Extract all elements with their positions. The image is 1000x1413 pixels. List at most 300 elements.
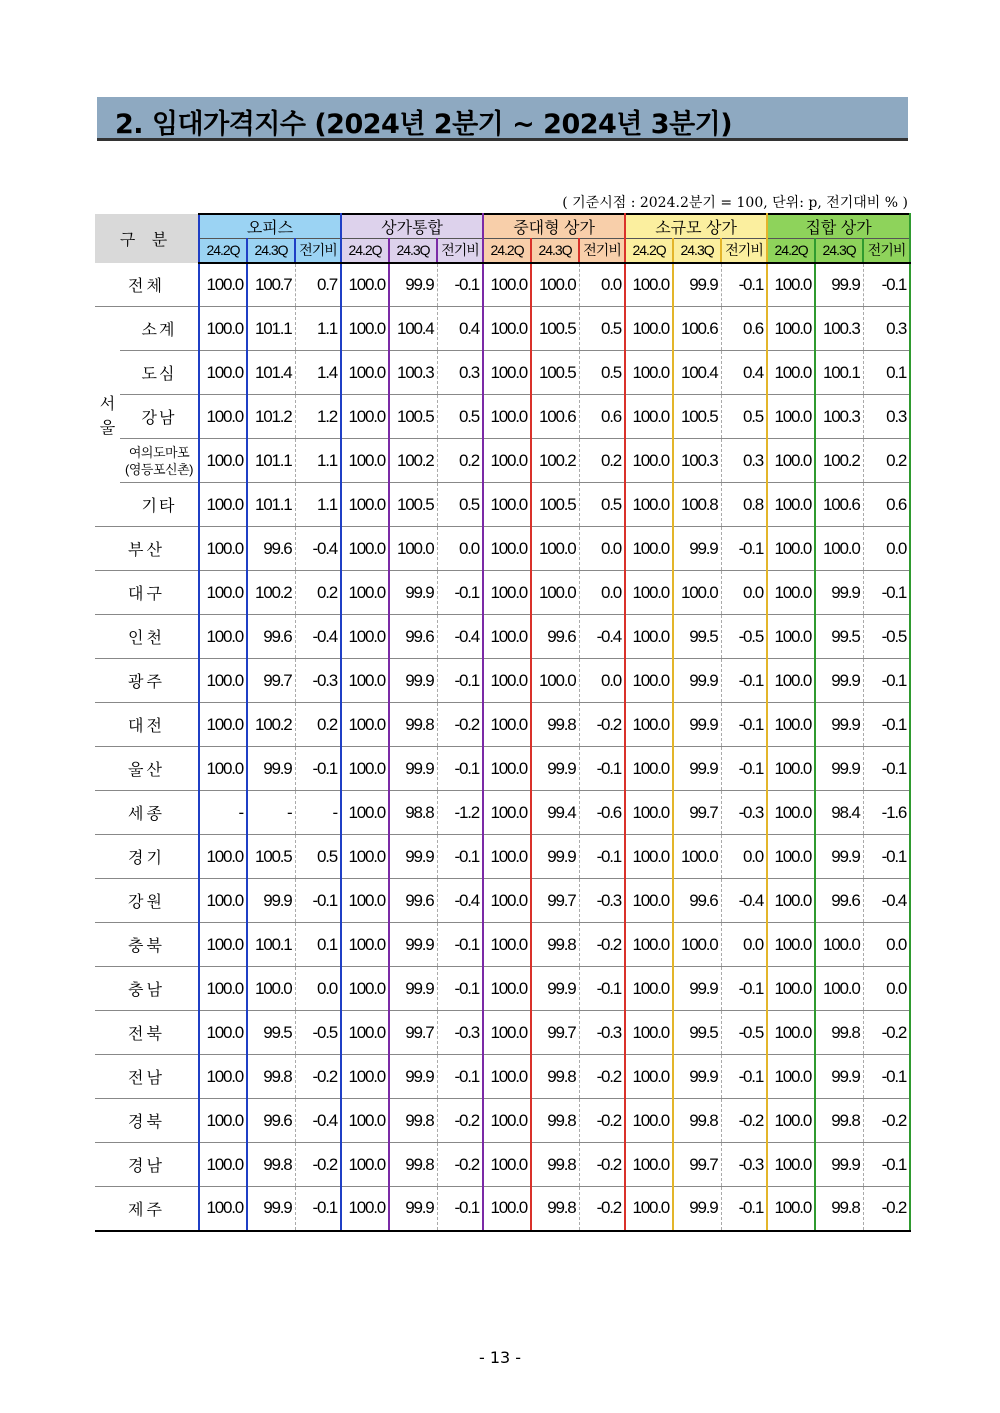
data-cell: 101.1: [247, 483, 295, 527]
data-cell: 100.0: [625, 1055, 673, 1099]
data-cell: 100.0: [341, 263, 389, 307]
data-cell: 0.5: [721, 395, 767, 439]
data-cell: 100.0: [341, 791, 389, 835]
table-row: [95, 1055, 910, 1099]
data-cell: 100.0: [767, 1099, 815, 1143]
data-cell: 100.0: [199, 527, 247, 571]
data-cell: 100.0: [483, 571, 531, 615]
subcol-header: 24.3Q: [673, 239, 721, 263]
subcol-header: 24.3Q: [531, 239, 579, 263]
data-cell: 100.0: [625, 747, 673, 791]
data-cell: 0.2: [579, 439, 625, 483]
data-cell: 100.0: [625, 307, 673, 351]
data-cell: 99.9: [815, 835, 863, 879]
data-cell: 100.6: [815, 483, 863, 527]
data-cell: 100.0: [341, 439, 389, 483]
data-cell: 99.6: [247, 1099, 295, 1143]
data-cell: 0.2: [437, 439, 483, 483]
data-cell: 100.0: [767, 439, 815, 483]
table-row: [95, 747, 910, 791]
data-cell: 100.0: [483, 791, 531, 835]
data-cell: 100.0: [767, 967, 815, 1011]
data-cell: -0.3: [721, 791, 767, 835]
data-cell: 0.5: [295, 835, 341, 879]
data-cell: 99.8: [389, 703, 437, 747]
data-cell: 99.9: [247, 1187, 295, 1231]
data-cell: 100.0: [247, 967, 295, 1011]
data-cell: 100.0: [531, 659, 579, 703]
data-cell: 99.9: [531, 747, 579, 791]
data-cell: 100.0: [483, 615, 531, 659]
data-cell: 100.5: [531, 483, 579, 527]
data-cell: 100.3: [815, 395, 863, 439]
data-cell: 99.9: [389, 571, 437, 615]
data-cell: -0.4: [863, 879, 910, 923]
data-cell: 100.2: [247, 703, 295, 747]
data-cell: 100.0: [341, 1055, 389, 1099]
data-cell: 100.0: [815, 923, 863, 967]
data-cell: -0.1: [721, 1187, 767, 1231]
table-row: [95, 791, 910, 835]
seoul-sub-label: 소계: [120, 307, 199, 351]
data-cell: -0.1: [721, 263, 767, 307]
data-cell: 0.0: [863, 527, 910, 571]
data-cell: 100.0: [767, 1011, 815, 1055]
data-cell: 100.0: [341, 483, 389, 527]
data-cell: 99.9: [815, 1143, 863, 1187]
data-cell: -0.2: [295, 1143, 341, 1187]
table-row: [95, 703, 910, 747]
row-label: 울산: [95, 747, 199, 791]
table-row: [95, 615, 910, 659]
data-cell: 100.5: [531, 307, 579, 351]
data-cell: 100.0: [767, 703, 815, 747]
data-cell: 99.6: [247, 527, 295, 571]
seoul-sub-label: 기타: [120, 483, 199, 527]
row-label: 광주: [95, 659, 199, 703]
data-cell: 100.0: [341, 835, 389, 879]
table-row: [95, 923, 910, 967]
data-cell: -0.2: [579, 1187, 625, 1231]
data-cell: 0.5: [579, 351, 625, 395]
data-cell: 100.0: [767, 351, 815, 395]
data-cell: -0.2: [579, 1099, 625, 1143]
table-row: [95, 835, 910, 879]
data-cell: 99.9: [389, 263, 437, 307]
page-number: - 13 -: [478, 1348, 522, 1367]
data-cell: 100.0: [199, 1011, 247, 1055]
data-cell: 0.0: [721, 923, 767, 967]
data-cell: 100.0: [625, 571, 673, 615]
data-cell: 99.5: [673, 1011, 721, 1055]
subcol-header: 24.2Q: [767, 239, 815, 263]
data-cell: 99.8: [531, 1143, 579, 1187]
data-cell: -0.2: [863, 1099, 910, 1143]
data-cell: -0.1: [863, 659, 910, 703]
data-cell: 1.2: [295, 395, 341, 439]
data-cell: 0.0: [579, 527, 625, 571]
data-cell: 100.5: [247, 835, 295, 879]
data-cell: -0.1: [295, 747, 341, 791]
data-cell: -0.5: [295, 1011, 341, 1055]
data-cell: 100.0: [767, 263, 815, 307]
data-cell: 100.0: [531, 571, 579, 615]
data-cell: 99.6: [815, 879, 863, 923]
data-cell: 99.8: [531, 1187, 579, 1231]
data-cell: 100.0: [625, 263, 673, 307]
data-cell: 0.0: [437, 527, 483, 571]
data-cell: -0.1: [863, 703, 910, 747]
data-cell: 100.0: [767, 395, 815, 439]
data-cell: 99.6: [673, 879, 721, 923]
subcol-header: 전기비: [295, 239, 341, 263]
data-cell: 1.1: [295, 483, 341, 527]
data-cell: 100.4: [673, 351, 721, 395]
data-cell: -0.5: [863, 615, 910, 659]
data-cell: 99.9: [247, 879, 295, 923]
group-midlarge: 중대형 상가: [483, 214, 625, 239]
data-cell: 99.9: [389, 747, 437, 791]
data-cell: -: [295, 791, 341, 835]
row-label: 경기: [95, 835, 199, 879]
data-cell: 100.0: [389, 527, 437, 571]
data-cell: -0.1: [437, 923, 483, 967]
data-cell: 99.5: [247, 1011, 295, 1055]
table-row: [95, 967, 910, 1011]
data-cell: 99.9: [247, 747, 295, 791]
subcol-header: 24.2Q: [199, 239, 247, 263]
data-cell: 100.2: [247, 571, 295, 615]
table-row: [95, 307, 910, 351]
data-cell: 100.0: [815, 967, 863, 1011]
data-cell: 100.0: [483, 439, 531, 483]
data-cell: 100.0: [483, 263, 531, 307]
row-label: 충북: [95, 923, 199, 967]
data-cell: 0.0: [863, 923, 910, 967]
data-cell: -0.1: [295, 879, 341, 923]
data-cell: 99.9: [673, 1187, 721, 1231]
data-cell: 100.0: [625, 439, 673, 483]
data-cell: 100.0: [483, 967, 531, 1011]
group-mixed: 상가통합: [341, 214, 483, 239]
row-label: 세종: [95, 791, 199, 835]
data-cell: 100.0: [341, 615, 389, 659]
data-cell: 0.2: [863, 439, 910, 483]
data-cell: -0.1: [721, 967, 767, 1011]
data-cell: 100.3: [389, 351, 437, 395]
data-cell: 100.0: [341, 1099, 389, 1143]
data-cell: 100.0: [483, 659, 531, 703]
data-cell: 100.0: [483, 703, 531, 747]
data-cell: 99.8: [531, 703, 579, 747]
data-cell: 99.9: [389, 923, 437, 967]
data-cell: 100.0: [767, 1055, 815, 1099]
data-cell: 99.8: [247, 1143, 295, 1187]
data-cell: -1.2: [437, 791, 483, 835]
row-label: 충남: [95, 967, 199, 1011]
row-label: 인천: [95, 615, 199, 659]
data-cell: -0.1: [437, 1187, 483, 1231]
data-cell: 98.4: [815, 791, 863, 835]
data-cell: 100.0: [483, 1143, 531, 1187]
data-cell: 100.0: [625, 791, 673, 835]
data-cell: 0.4: [721, 351, 767, 395]
subcol-header: 24.2Q: [625, 239, 673, 263]
data-cell: -0.1: [295, 1187, 341, 1231]
data-cell: 100.0: [767, 571, 815, 615]
data-cell: -0.2: [579, 923, 625, 967]
data-cell: -0.2: [721, 1099, 767, 1143]
data-cell: -0.1: [721, 1055, 767, 1099]
data-cell: 100.0: [767, 879, 815, 923]
subcol-header: 24.3Q: [815, 239, 863, 263]
data-cell: 100.0: [341, 307, 389, 351]
table-row: [95, 483, 910, 527]
row-label: 강원: [95, 879, 199, 923]
data-cell: 99.9: [673, 747, 721, 791]
data-cell: 99.9: [389, 1187, 437, 1231]
data-cell: 100.0: [341, 527, 389, 571]
data-cell: -0.2: [579, 1055, 625, 1099]
data-cell: 99.9: [815, 703, 863, 747]
data-cell: -0.4: [721, 879, 767, 923]
data-cell: -0.1: [437, 263, 483, 307]
data-cell: 100.0: [483, 835, 531, 879]
data-cell: 99.7: [389, 1011, 437, 1055]
data-cell: 100.4: [389, 307, 437, 351]
data-cell: 100.2: [815, 439, 863, 483]
data-cell: 100.0: [341, 395, 389, 439]
data-cell: -0.1: [579, 967, 625, 1011]
data-cell: -0.1: [863, 571, 910, 615]
data-cell: 100.0: [199, 967, 247, 1011]
data-cell: 99.9: [673, 1055, 721, 1099]
data-cell: -0.4: [437, 615, 483, 659]
data-cell: -0.1: [863, 263, 910, 307]
data-cell: -0.3: [437, 1011, 483, 1055]
data-cell: 100.0: [767, 747, 815, 791]
data-cell: 0.5: [437, 483, 483, 527]
data-cell: 100.0: [341, 571, 389, 615]
data-cell: 100.0: [341, 923, 389, 967]
data-cell: 100.0: [199, 835, 247, 879]
data-cell: 100.0: [199, 923, 247, 967]
data-cell: -0.1: [721, 747, 767, 791]
data-cell: -1.6: [863, 791, 910, 835]
data-cell: 0.3: [863, 307, 910, 351]
data-cell: 100.7: [247, 263, 295, 307]
group-collective: 집합 상가: [767, 214, 910, 239]
data-cell: 98.8: [389, 791, 437, 835]
table-row: [95, 527, 910, 571]
data-cell: 100.0: [625, 1099, 673, 1143]
table-row: [95, 1187, 910, 1231]
rent-index-table: [95, 213, 911, 1232]
data-cell: 101.4: [247, 351, 295, 395]
data-cell: 101.2: [247, 395, 295, 439]
data-cell: -0.4: [295, 1099, 341, 1143]
data-cell: 0.3: [721, 439, 767, 483]
row-label: 전체: [95, 263, 199, 307]
data-cell: 100.0: [341, 1143, 389, 1187]
data-cell: 99.7: [247, 659, 295, 703]
data-cell: 100.0: [199, 703, 247, 747]
data-cell: 99.6: [531, 615, 579, 659]
data-cell: 0.0: [863, 967, 910, 1011]
data-cell: 0.2: [295, 571, 341, 615]
data-cell: -0.1: [863, 835, 910, 879]
data-cell: -0.2: [863, 1011, 910, 1055]
section-title: 2. 임대가격지수 (2024년 2분기 ~ 2024년 3분기): [115, 109, 733, 140]
data-cell: 100.0: [767, 483, 815, 527]
data-cell: -0.1: [437, 835, 483, 879]
data-cell: 99.6: [389, 615, 437, 659]
data-cell: -0.1: [579, 747, 625, 791]
data-cell: -0.3: [579, 1011, 625, 1055]
data-cell: 0.2: [295, 703, 341, 747]
data-cell: -0.3: [295, 659, 341, 703]
data-cell: 100.0: [483, 307, 531, 351]
data-cell: 100.0: [625, 967, 673, 1011]
data-cell: 100.0: [767, 835, 815, 879]
data-cell: 100.0: [341, 879, 389, 923]
data-cell: 100.0: [199, 483, 247, 527]
data-cell: -0.1: [721, 703, 767, 747]
data-cell: 100.6: [531, 395, 579, 439]
data-cell: -0.2: [579, 1143, 625, 1187]
data-cell: -0.1: [863, 747, 910, 791]
data-cell: 99.9: [389, 659, 437, 703]
subcol-header: 전기비: [437, 239, 483, 263]
data-cell: 100.0: [767, 615, 815, 659]
data-cell: 100.0: [199, 615, 247, 659]
data-cell: 100.0: [199, 307, 247, 351]
data-cell: -0.2: [863, 1187, 910, 1231]
table-row: [95, 659, 910, 703]
data-cell: 0.0: [295, 967, 341, 1011]
category-header: 구 분: [95, 214, 199, 263]
data-cell: 100.0: [673, 835, 721, 879]
data-cell: 0.0: [721, 835, 767, 879]
seoul-sub-label: 여의도마포 (영등포신촌): [120, 439, 199, 483]
data-cell: 100.0: [625, 615, 673, 659]
data-cell: 100.0: [199, 879, 247, 923]
data-cell: -0.3: [579, 879, 625, 923]
data-cell: 0.6: [579, 395, 625, 439]
table-row: [95, 263, 910, 307]
data-cell: -0.6: [579, 791, 625, 835]
data-cell: 100.0: [199, 439, 247, 483]
data-cell: 100.5: [389, 483, 437, 527]
data-cell: 100.0: [767, 659, 815, 703]
data-cell: 100.0: [767, 1143, 815, 1187]
data-cell: 100.2: [531, 439, 579, 483]
data-cell: -0.1: [721, 527, 767, 571]
data-cell: 100.0: [199, 1187, 247, 1231]
data-cell: -: [199, 791, 247, 835]
row-label: 경북: [95, 1099, 199, 1143]
row-label: 대구: [95, 571, 199, 615]
data-cell: 100.0: [483, 351, 531, 395]
table-note: ( 기준시점 : 2024.2분기 = 100, 단위: p, 전기대비 % ): [562, 195, 908, 211]
data-cell: -0.2: [579, 703, 625, 747]
data-cell: 99.5: [815, 615, 863, 659]
data-cell: 100.0: [483, 527, 531, 571]
subcol-header: 전기비: [863, 239, 910, 263]
row-label: 경남: [95, 1143, 199, 1187]
table-row: [95, 439, 910, 483]
data-cell: 100.0: [625, 659, 673, 703]
data-cell: 100.5: [673, 395, 721, 439]
row-label: 대전: [95, 703, 199, 747]
data-cell: 100.0: [625, 835, 673, 879]
data-cell: 1.1: [295, 439, 341, 483]
data-cell: 100.0: [625, 1011, 673, 1055]
data-cell: 100.0: [341, 1187, 389, 1231]
data-cell: 0.4: [437, 307, 483, 351]
data-cell: -0.2: [437, 703, 483, 747]
data-cell: 100.0: [625, 923, 673, 967]
data-cell: 99.9: [673, 527, 721, 571]
data-cell: 100.0: [625, 1187, 673, 1231]
data-cell: 100.0: [199, 1099, 247, 1143]
data-cell: 99.9: [389, 835, 437, 879]
data-cell: -0.1: [579, 835, 625, 879]
data-cell: -0.1: [437, 659, 483, 703]
data-cell: 100.0: [341, 1011, 389, 1055]
data-cell: 99.9: [815, 571, 863, 615]
table-row: [95, 1099, 910, 1143]
data-cell: 1.1: [295, 307, 341, 351]
data-cell: 99.9: [389, 1055, 437, 1099]
data-cell: 100.5: [531, 351, 579, 395]
data-cell: 100.0: [625, 1143, 673, 1187]
data-cell: 99.7: [673, 791, 721, 835]
data-cell: 1.4: [295, 351, 341, 395]
data-cell: -0.2: [295, 1055, 341, 1099]
data-cell: 100.0: [341, 967, 389, 1011]
group-office: 오피스: [199, 214, 341, 239]
seoul-group-label: 서울: [95, 307, 120, 527]
data-cell: -: [247, 791, 295, 835]
data-cell: 100.1: [815, 351, 863, 395]
data-cell: 99.6: [389, 879, 437, 923]
data-cell: -0.4: [579, 615, 625, 659]
data-cell: 100.0: [767, 527, 815, 571]
data-cell: 100.0: [483, 1187, 531, 1231]
data-cell: 99.9: [815, 659, 863, 703]
data-cell: 0.7: [295, 263, 341, 307]
data-cell: 100.8: [673, 483, 721, 527]
data-cell: 100.0: [341, 703, 389, 747]
subcol-header: 전기비: [721, 239, 767, 263]
data-cell: 99.8: [815, 1099, 863, 1143]
data-cell: 0.5: [579, 307, 625, 351]
data-cell: 99.7: [531, 879, 579, 923]
data-cell: 99.4: [531, 791, 579, 835]
data-cell: 100.0: [531, 263, 579, 307]
table-row: [95, 395, 910, 439]
data-cell: 100.0: [767, 791, 815, 835]
subcol-header: 24.2Q: [483, 239, 531, 263]
data-cell: 100.0: [625, 527, 673, 571]
data-cell: 100.0: [767, 307, 815, 351]
data-cell: 100.0: [625, 351, 673, 395]
subcol-header: 24.2Q: [341, 239, 389, 263]
data-cell: -0.5: [721, 1011, 767, 1055]
data-cell: 99.8: [815, 1011, 863, 1055]
data-cell: 100.0: [199, 659, 247, 703]
